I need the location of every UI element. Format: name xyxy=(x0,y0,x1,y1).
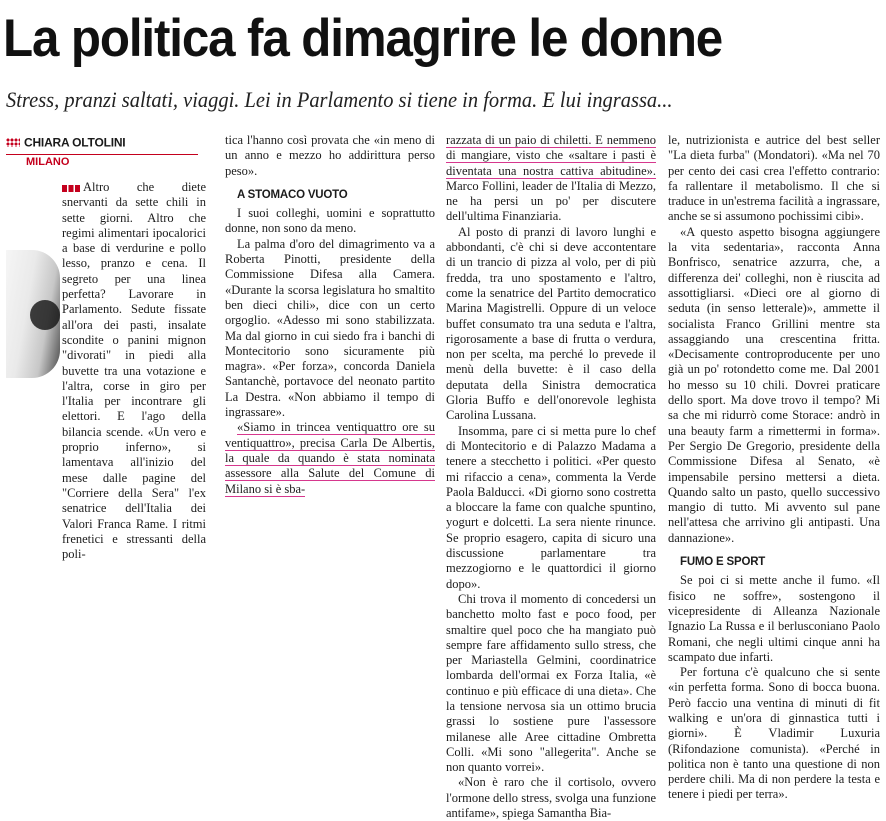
byline-dots-icon xyxy=(6,138,20,147)
paragraph: «Non è raro che il cortisolo, ovvero l'ormone dello stress, svolga una funzione antifame», spiega Samantha Bia- xyxy=(446,775,656,821)
paragraph: «A questo aspetto bisogna aggiungere la vita sedentaria», racconta Anna Bonfrisco, senatrice azzurra, che, a differenza dei' colleghi, non è riuscita ad assottigliarsi. «Dieci ore al giorno di seduta (in senso letterale)», ammette il socialista Franco Grillini mentre sta assaggiando una crescentina fritta. «Decisamente controproducente per uno già un po' rotondetto come me. Dal 2001 ho messo su 10 chili. Dovrei praticare dello sport. Ma dove trovo il tempo? Mi sa che mi ridurrò come Storace: andrò in una beauty farm a rimettermi in forma». Per Sergio De Gregorio, presidente della Commissione Difesa al Senato, «è impensabile persino mettersi a dieta. Quando salto un pasto, quello successivo mangio di tutto. Mi avvento sul pane nell'attesa che arrivino gli antipasti. Una dannazione». xyxy=(668,224,880,545)
section-heading: A STOMACO VUOTO xyxy=(237,188,348,201)
column-4 xyxy=(668,133,880,803)
byline xyxy=(6,133,206,168)
paragraph xyxy=(6,180,206,562)
column-3 xyxy=(446,133,656,821)
highlighted-text: «Siamo in trincea ventiquattro ore su ventiquattro», precisa Carla De Albertis, la quale da quando è stata nominata assessore alla Salute del Comune di Milano si è sba- xyxy=(225,420,435,496)
paragraph xyxy=(446,133,656,225)
paragraph: I suoi colleghi, uomini e soprattutto donne, non sono da meno. xyxy=(225,206,435,236)
headline: La politica fa dimagrire le donne xyxy=(3,9,723,68)
paragraph: La palma d'oro del dimagrimento va a Roberta Pinotti, presidente della Commissione Difesa alla Camera. «Durante la scorsa legislatura ho smaltito ben dieci chili», dice con un certo orgoglio. «Adesso mi sono stabilizzata. Ma dal giorno in cui siedo fra i banchi di Montecitorio sono sicuramente più magra». «Per forza», concorda Daniela Santanchè, portavoce del neonato partito La Destra. «Non abbiamo il tempo di ingrassare». xyxy=(225,236,435,420)
paragraph xyxy=(225,420,435,496)
paragraph: Per fortuna c'è qualcuno che si sente «in perfetta forma. Sono di bocca buona. Però faccio una ventina di minuti di fit walking e un'ora di ginnastica tutti i giorni». È Vladimir Luxuria (Rifondazione comunista). «Perché in politica non è tanto una questione di non perdere chili. Ma di non perdere la testa e tenere i piedi per terra». xyxy=(668,665,880,802)
column-2 xyxy=(225,133,435,497)
paragraph: Chi trova il momento di concedersi un banchetto molto fast e poco food, per smaltire quel poco che ha mangiato può sempre fare affidamento sullo stress, che per Mariastella Gelmini, coordinatrice lombarda dell'ormai ex Forza Italia, «è continuo e più efficace di una dieta». Che la tensione nervosa sia un ottimo brucia grassi lo sostiene pure l'assessore milanese alle Aree cittadine Ombretta Colli. «Mi sono "allegerita". Anche se non quanto vorrei». xyxy=(446,591,656,775)
paragraph: Al posto di pranzi di lavoro lunghi e abbondanti, c'è chi si deve accontentare di un trancio di pizza al volo, per di più fredda, tra uno spostamento e l'altro, come la senatrice del Partito democratico Marina Magistrelli. Oppure di un veloce buffet consumato tra una seduta e l'altra, rigorosamente a base di frutta o verdura, non per scelta, ma perché lo prevede il menù della buvette: è il caso della deputata della Sinistra democratica Gloria Buffo e dell'onorevole leghista Carolina Lussana. xyxy=(446,224,656,423)
paragraph: le, nutrizionista e autrice del best seller "La dieta furba" (Mondatori). «Ma nel 70 per cento dei casi crea l'effetto contrario: fa rallentare il metabolismo. Il che si traduce in un'estrema facilità a ingrassare, anche se si assumono pochissimi cibi». xyxy=(668,133,880,224)
paragraph: Insomma, pare ci si metta pure lo chef di Montecitorio e di Palazzo Madama a tenere a stecchetto i politici. «Per questo mi rifaccio a cena», commenta la Verde Paola Balducci. «Di giorno sono costretta a bloccare la fame con qualche spuntino, yogurt e dolcetti. La sera niente rinunce. Se proprio esagero, capita di sicuro una discussione parlamentare tra mezzogiorno e le quattordici il giorno dopo». xyxy=(446,423,656,591)
paragraph-text: Marco Follini, leader de l'Italia di Mezzo, ne ha persi un po' per discutere dell'ultima Finanziaria. xyxy=(446,178,656,224)
byline-city: MILANO xyxy=(26,156,70,168)
author-name: CHIARA OLTOLINI xyxy=(24,135,126,150)
highlighted-text: razzata di un paio di chiletti. E nemmeno di mangiare, visto che «saltare i pasti è diventata una nostra cattiva abitudine». xyxy=(446,133,656,178)
lead-square-icon xyxy=(62,185,80,192)
section-heading: FUMO E SPORT xyxy=(680,556,766,569)
byline-rule xyxy=(6,154,198,155)
paragraph: tica l'hanno così provata che «in meno di un anno e mezzo ho addirittura perso peso». xyxy=(225,133,435,178)
paragraph-text: Altro che diete snervanti da sette chili in sette giorni. Altro che regimi alimentari ipocalorici a base di verdurine e pollo lesso, pranzo e cena. Il segreto per una linea perfetta? Lavorare in Parlamento. Sedute fissate all'ora dei pasti, insalate scondite o panini mignon "divorati" in piedi alla buvette tra una votazione e l'altra, corse in giro per l'Italia per incontrare gli elettori. E l'ago della bilancia scende. «Un vero e proprio inferno», si lamentava all'inizio del mese dalle pagine del "Corriere della Sera" l'ex senatrice dell'Italia dei Valori Franca Rame. I ritmi frenetici e stressanti della poli- xyxy=(62,180,206,562)
subheadline: Stress, pranzi saltati, viaggi. Lei in Parlamento si tiene in forma. E lui ingrassa... xyxy=(6,87,673,112)
paragraph: Se poi ci si mette anche il fumo. «Il fisico ne soffre», sostengono il vicepresidente di Alleanza Nazionale Ignazio La Russa e il berlusconiano Paolo Romani, che negli ultimi cinque anni ha scampato due infarti. xyxy=(668,573,880,664)
column-1 xyxy=(6,180,206,562)
